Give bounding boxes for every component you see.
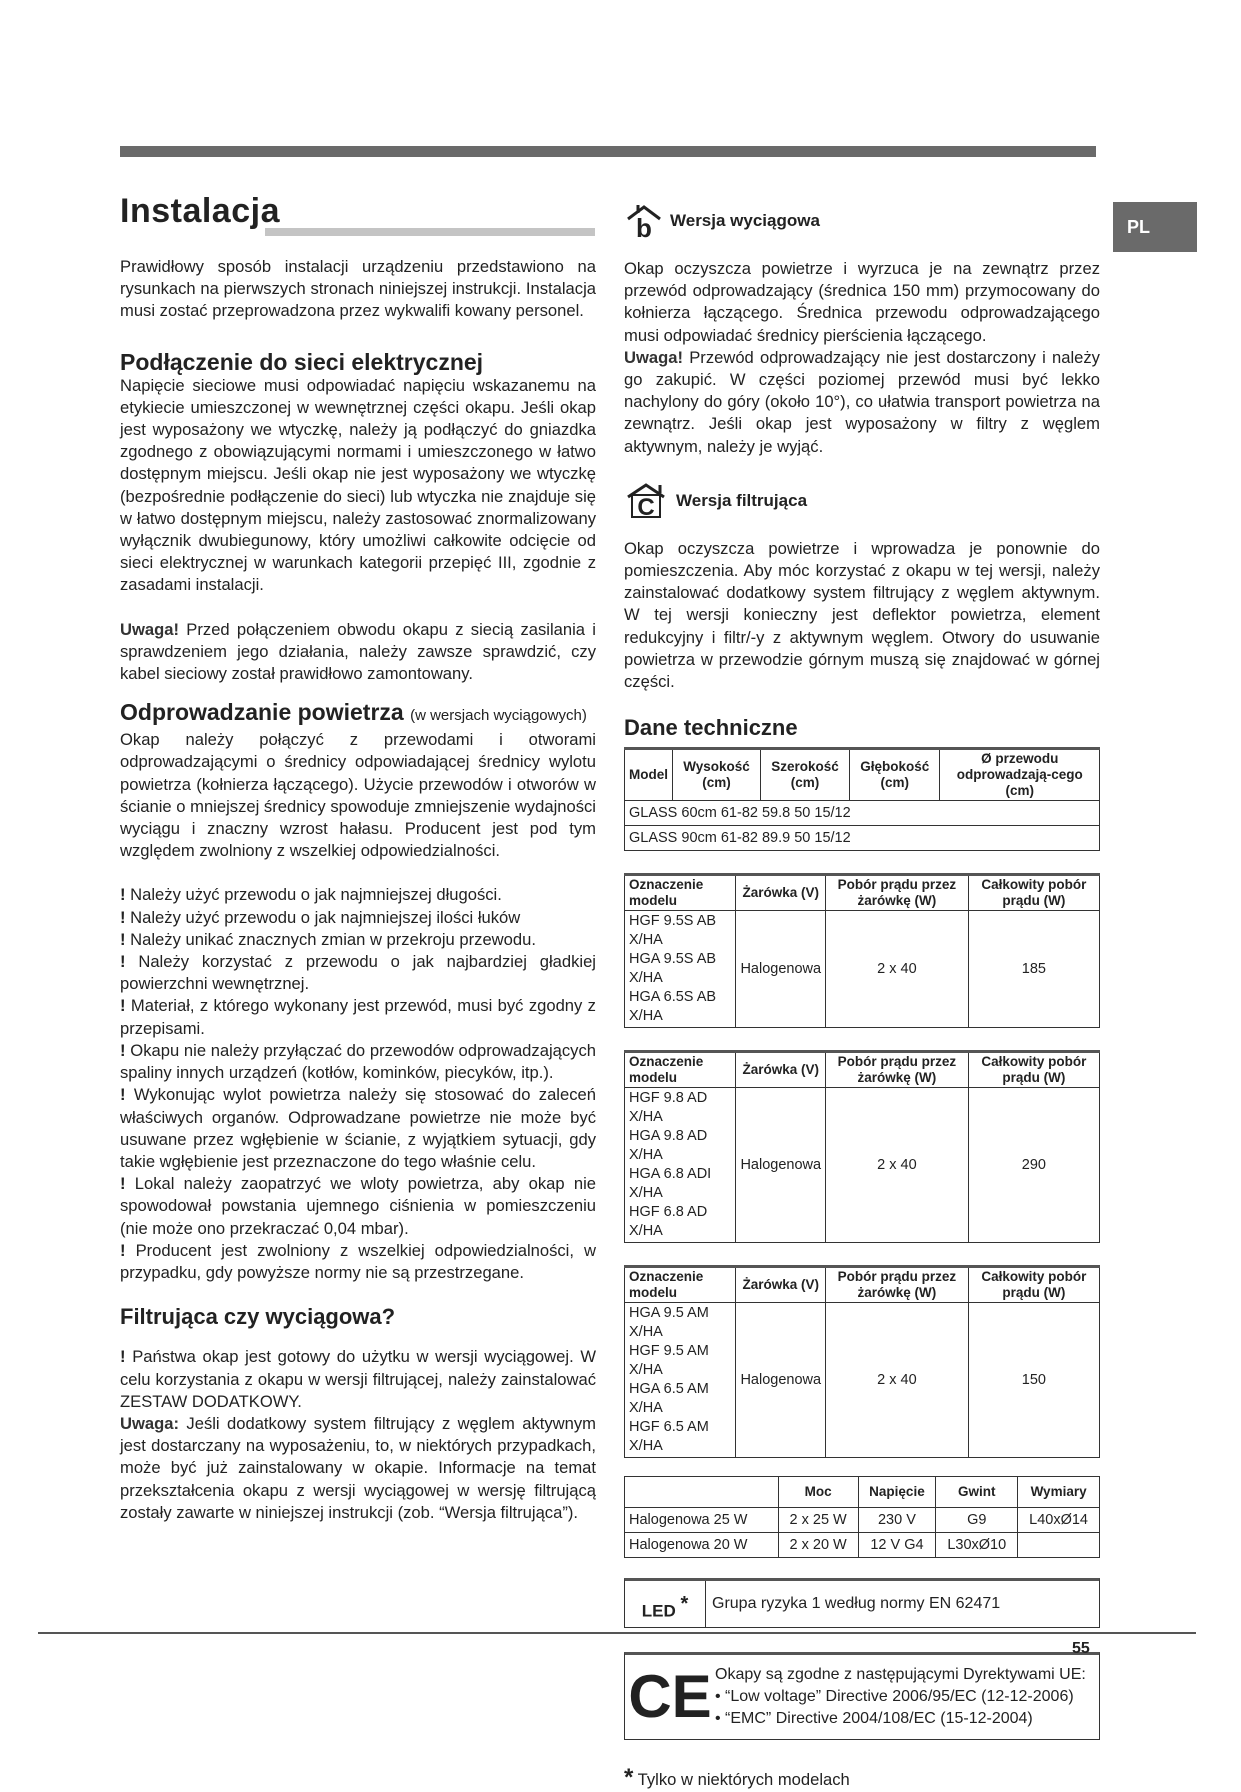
filter-icon-letter: C xyxy=(637,493,655,521)
exhaust-version-heading: Wersja wyciągowa xyxy=(670,211,820,230)
lamp-model: HGA 9.8 AD X/HA xyxy=(629,1128,708,1164)
bulb-header-row xyxy=(625,1477,1100,1508)
exhaust-heading-note: (w wersjach wyciągowych) xyxy=(410,707,587,725)
ce-intro: Okapy są zgodne z następującymi Dyrektywami UE: xyxy=(715,1666,1086,1684)
bullet-text: Należy unikać znacznych zmian w przekroju przewodu. xyxy=(130,929,536,949)
bulb-table xyxy=(624,1476,1100,1558)
filter-or-exhaust-heading: Filtrująca czy wyciągowa? xyxy=(120,1304,396,1330)
lamp-model: HGA 6.8 ADI X/HA xyxy=(629,1166,712,1202)
lamp-header-row xyxy=(625,1267,1100,1303)
dims-header-cell: Ø przewodu odprowadzają-cego (cm) xyxy=(940,749,1100,801)
lamp-models-cell xyxy=(625,1303,736,1458)
fe-text2: Jeśli dodatkowy system filtrujący z węglem aktywnym jest dostarczany na wyposażeniu, to, w niektórych przypadkach, może być już zainstalowany w okapie. Informacje na temat przekształcenia okapu z wersji wyciągowej w wersję filtrującą zostały zawarte w niniejszej instrukcji (zob. “Wersja filtrująca”). xyxy=(120,1413,596,1522)
lamp-header-cell: Żarówka (V) xyxy=(736,875,826,911)
lamp-total-cell: 185 xyxy=(968,911,1099,1028)
bulb-cell: L40xØ14 xyxy=(1018,1508,1100,1533)
lamp-table xyxy=(624,1050,1100,1243)
bulb-header-cell: Napięcie xyxy=(858,1477,936,1508)
filter-version-text: Okap oczyszcza powietrze i wprowadza je ponownie do pomieszczenia. Aby móc korzystać z okapu w tej wersji, należy zainstalować dodatkowy system filtrujący z węglem aktywnym. W tej wersji konieczny jest deflektor powietrza, element redukcyjny i filtr/-y z aktywnym węglem. Otwory do usuwanie powietrza w przewodzie górnym muszą się znajdować w górnej części. xyxy=(624,538,1100,692)
ce-box xyxy=(624,1652,1100,1740)
electrical-text: Napięcie sieciowe musi odpowiadać napięciu wskazanemu na etykiecie umieszczonej w wewnętrznej części okapu. Jeśli okap jest wyposażony we wtyczkę, należy ją podłączyć do gniazdka zgodnego z obowiązującymi normami i umieszczonego w łatwo dostępnym miejscu. Jeśli okap nie jest wyposażony we wtyczkę (bezpośrednie podłączenie do sieci) lub wtyczka nie znajduje się w łatwo dostępnym miejscu, należy zastosować znormalizowany wyłącznik dwubiegunowy, który umożliwi całkowite odcięcie od sieci elektrycznej w warunkach kategorii przepięć III, zgodnie z zasadami instalacji. xyxy=(120,375,596,595)
lamp-header-cell: Oznaczenie modelu xyxy=(625,1052,736,1088)
left-column xyxy=(120,256,596,1524)
bang-mark: ! xyxy=(120,1347,126,1367)
exhaust-bullet xyxy=(120,1173,596,1240)
fe-warning-label: Uwaga: xyxy=(120,1413,180,1433)
bullet-text: Producent jest zwolniony z wszelkiej odpowiedzialności, w przypadku, gdy powyższe normy nie są przestrzegane. xyxy=(120,1240,596,1282)
exhaust-bullet xyxy=(120,995,596,1039)
electrical-heading: Podłączenie do sieci elektrycznej xyxy=(120,348,484,375)
lamp-header-cell: Całkowity pobór prądu (W) xyxy=(968,1052,1099,1088)
lamp-model: HGF 6.8 AD X/HA xyxy=(629,1204,708,1240)
lamp-bulb-cell: Halogenowa xyxy=(736,911,826,1028)
bang-mark: ! xyxy=(120,1040,126,1060)
exhaust-bullet xyxy=(120,951,596,995)
dims-table xyxy=(624,747,1100,851)
led-text: Grupa ryzyka 1 według normy EN 62471 xyxy=(712,1595,1001,1613)
lamp-header-cell: Pobór prądu przez żarówkę (W) xyxy=(826,1267,969,1303)
dims-row-cell: GLASS 60cm 61-82 59.8 50 15/12 xyxy=(625,801,1100,826)
lamp-header-cell: Oznaczenie modelu xyxy=(625,875,736,911)
bulb-cell: 2 x 25 W xyxy=(778,1508,858,1533)
bullet-text: Okapu nie należy przyłączać do przewodów odprowadzających spaliny innych urządzeń (kotłów, kominków, piecyków, itp.). xyxy=(120,1040,596,1083)
title-underline xyxy=(265,228,595,236)
lamp-models-cell xyxy=(625,911,736,1028)
lamp-header-cell: Całkowity pobór prądu (W) xyxy=(968,875,1099,911)
electrical-warning xyxy=(120,619,596,686)
bang-mark: ! xyxy=(120,996,126,1016)
footnote-star: * xyxy=(624,1764,634,1792)
fe-text1: Państwa okap jest gotowy do użytku w wersji wyciągowej. W celu korzystania z okapu w wersji filtrującej, należy zainstalować ZESTAW DODATKOWY. xyxy=(120,1347,596,1411)
exhaust-heading-text: Odprowadzanie powietrza xyxy=(120,699,404,726)
lamp-model: HGA 9.5S AB X/HA xyxy=(629,951,717,987)
bang-mark: ! xyxy=(120,885,126,905)
lamp-per-bulb-cell: 2 x 40 xyxy=(826,1088,969,1243)
ce-item: • “Low voltage” Directive 2006/95/EC (12-12-2006) xyxy=(715,1688,1074,1706)
lamp-model: HGA 6.5 AM X/HA xyxy=(629,1381,709,1417)
bulb-cell: 2 x 20 W xyxy=(778,1533,858,1558)
lamp-row xyxy=(625,911,1100,1028)
dims-header-cell: Model xyxy=(625,749,673,801)
right-column xyxy=(624,200,1100,1792)
bulb-header-cell: Wymiary xyxy=(1018,1477,1100,1508)
bang-mark: ! xyxy=(120,907,126,927)
lamp-model: HGA 9.5 AM X/HA xyxy=(629,1305,709,1341)
footnote-text: Tylko w niektórych modelach xyxy=(637,1770,850,1790)
led-star: * xyxy=(680,1593,689,1616)
lamp-header-cell: Żarówka (V) xyxy=(736,1052,826,1088)
bulb-cell: Halogenowa 25 W xyxy=(625,1508,779,1533)
footnote xyxy=(624,1764,1100,1792)
exhaust-bullet xyxy=(120,907,596,929)
exhaust-version-header xyxy=(624,200,1100,242)
exhaust-bullet xyxy=(120,1084,596,1173)
bullet-text: Lokal należy zaopatrzyć we wloty powietrza, aby okap nie spowodował powstania ujemnego ciśnienia w pomieszczeniu (nie może ono przekraczać 0,04 mbar). xyxy=(120,1174,596,1238)
lamp-model: HGF 6.5 AM X/HA xyxy=(629,1419,709,1455)
lamp-bulb-cell: Halogenowa xyxy=(736,1303,826,1458)
exhaust-version-warning xyxy=(624,347,1100,458)
bulb-cell xyxy=(1018,1533,1100,1558)
lamp-bulb-cell: Halogenowa xyxy=(736,1088,826,1243)
page-title: Instalacja xyxy=(120,192,280,230)
dims-row xyxy=(625,826,1100,851)
intro-text: Prawidłowy sposób instalacji urządzeniu przedstawiono na rysunkach na pierwszych stronach niniejszej instrukcji. Instalacja musi zostać przeprowadzona przez wykwalifi kowany personel. xyxy=(120,257,596,321)
dims-header-cell: Wysokość (cm) xyxy=(673,749,761,801)
dims-header-cell: Głębokość (cm) xyxy=(850,749,940,801)
warning-label: Uwaga! xyxy=(120,619,180,639)
lamp-header-cell: Pobór prądu przez żarówkę (W) xyxy=(826,1052,969,1088)
filter-version-heading: Wersja filtrująca xyxy=(676,490,808,510)
exhaust-bullet xyxy=(120,929,596,951)
bang-mark: ! xyxy=(120,952,126,972)
bulb-header-cell: Gwint xyxy=(936,1477,1018,1508)
filter-or-exhaust-text1 xyxy=(120,1346,596,1413)
exhaust-heading xyxy=(120,699,596,729)
lamp-row xyxy=(625,1088,1100,1243)
filter-or-exhaust-text2 xyxy=(120,1413,596,1524)
filter-version-icon xyxy=(624,481,670,521)
dims-header-row xyxy=(625,749,1100,801)
led-label: LED xyxy=(641,1601,676,1621)
exhaust-icon-letter: b xyxy=(636,213,652,241)
bulb-cell: 12 V G4 xyxy=(858,1533,936,1558)
exhaust-bullet xyxy=(120,884,596,906)
warning-text: Przed połączeniem obwodu okapu z siecią zasilania i sprawdzeniem jego działania, należy zawsze sprawdzić, czy kabel sieciowy został prawidłowo zamontowany. xyxy=(120,619,596,684)
lamp-header-cell: Oznaczenie modelu xyxy=(625,1267,736,1303)
exhaust-version-icon xyxy=(624,201,664,241)
bottom-rule xyxy=(38,1632,1196,1634)
tech-heading: Dane techniczne xyxy=(624,715,798,741)
led-box xyxy=(624,1578,1100,1628)
bulb-cell: 230 V xyxy=(858,1508,936,1533)
lamp-total-cell: 290 xyxy=(968,1088,1099,1243)
filter-version-body xyxy=(624,538,1100,693)
exhaust-version-body xyxy=(624,258,1100,458)
bang-mark: ! xyxy=(120,1085,126,1105)
exhaust-bullets xyxy=(120,884,596,1284)
page-number: 55 xyxy=(1072,1640,1090,1657)
bang-mark: ! xyxy=(120,1240,126,1260)
lamp-model: HGF 9.5 AM X/HA xyxy=(629,1343,709,1379)
bullet-text: Należy użyć przewodu o jak najmniejszej ilości łuków xyxy=(130,907,521,927)
language-tab: PL xyxy=(1113,202,1197,252)
bulb-header-cell: Moc xyxy=(778,1477,858,1508)
exhaust-bullet xyxy=(120,1040,596,1084)
ev-warning-text: Przewód odprowadzający nie jest dostarczony i należy go zakupić. W części poziomej przewód musi być lekko nachylony do góry (około 10°), co ułatwia transport powietrza na zewnątrz. Jeśli okap jest wyposażony w filtry z węglem aktywnym, należy je wyjąć. xyxy=(624,347,1100,456)
dims-row-cell: GLASS 90cm 61-82 89.9 50 15/12 xyxy=(625,826,1100,851)
led-label-cell xyxy=(625,1581,706,1627)
ce-mark: CE xyxy=(628,1663,712,1731)
bullet-text: Wykonując wylot powietrza należy się stosować do zaleceń właściwych organów. Odprowadzane powietrze nie może być usuwane przez wgłębienie w ścianie, z wyjątkiem sytuacji, gdy takie wgłębienie jest przeznaczone do tego właśnie celu. xyxy=(120,1085,596,1171)
lamp-table xyxy=(624,873,1100,1028)
bullet-text: Należy użyć przewodu o jak najmniejszej długości. xyxy=(130,885,502,905)
lamp-per-bulb-cell: 2 x 40 xyxy=(826,911,969,1028)
lamp-header-cell: Całkowity pobór prądu (W) xyxy=(968,1267,1099,1303)
ev-warning-label: Uwaga! xyxy=(624,347,684,367)
bulb-header-cell xyxy=(625,1477,779,1508)
lamp-header-cell: Żarówka (V) xyxy=(736,1267,826,1303)
exhaust-bullet xyxy=(120,1240,596,1284)
lamp-table xyxy=(624,1265,1100,1458)
ce-item: • “EMC” Directive 2004/108/EC (15-12-2004) xyxy=(715,1710,1033,1728)
lamp-model: HGF 9.5S AB X/HA xyxy=(629,913,717,949)
ce-text xyxy=(715,1664,1086,1730)
lamp-per-bulb-cell: 2 x 40 xyxy=(826,1303,969,1458)
dims-header-cell: Szerokość (cm) xyxy=(761,749,850,801)
exhaust-text: Okap należy połączyć z przewodami i otworami odprowadzającymi o średnicy odpowiadającej średnicy wylotu powietrza (kołnierza łączącego). Użycie przewodów i otworów w ścianie o mniejszej średnicy spowoduje zmniejszenie wydajności wyciągu i znaczny wzrost hałasu. Producent jest pod tym względem zwolniony z wszelkiej odpowiedzialności. xyxy=(120,730,596,861)
lamp-header-row xyxy=(625,875,1100,911)
dims-row xyxy=(625,801,1100,826)
bulb-cell: L30xØ10 xyxy=(936,1533,1018,1558)
bullet-text: Należy korzystać z przewodu o jak najbardziej gładkiej powierzchni wewnętrznej. xyxy=(120,952,596,994)
lamp-header-row xyxy=(625,1052,1100,1088)
bang-mark: ! xyxy=(120,1174,126,1194)
lamp-models-cell xyxy=(625,1088,736,1243)
bulb-row xyxy=(625,1533,1100,1558)
top-rule xyxy=(120,146,1096,157)
lamp-model: HGA 6.5S AB X/HA xyxy=(629,989,717,1025)
bang-mark: ! xyxy=(120,929,126,949)
exhaust-version-text: Okap oczyszcza powietrze i wyrzuca je na zewnątrz przez przewód odprowadzający (średnica 150 mm) przymocowany do kołnierza łączącego. Średnica przewodu odprowadzającego musi odpowiadać średnicy pierścienia łączącego. xyxy=(624,259,1100,345)
lamp-model: HGF 9.8 AD X/HA xyxy=(629,1090,708,1126)
filter-version-header xyxy=(624,480,1100,522)
bulb-cell: G9 xyxy=(936,1508,1018,1533)
lamp-total-cell: 150 xyxy=(968,1303,1099,1458)
bullet-text: Materiał, z którego wykonany jest przewód, musi być zgodny z przepisami. xyxy=(120,996,596,1038)
lamp-header-cell: Pobór prądu przez żarówkę (W) xyxy=(826,875,969,911)
bulb-cell: Halogenowa 20 W xyxy=(625,1533,779,1558)
bulb-row xyxy=(625,1508,1100,1533)
lamp-row xyxy=(625,1303,1100,1458)
